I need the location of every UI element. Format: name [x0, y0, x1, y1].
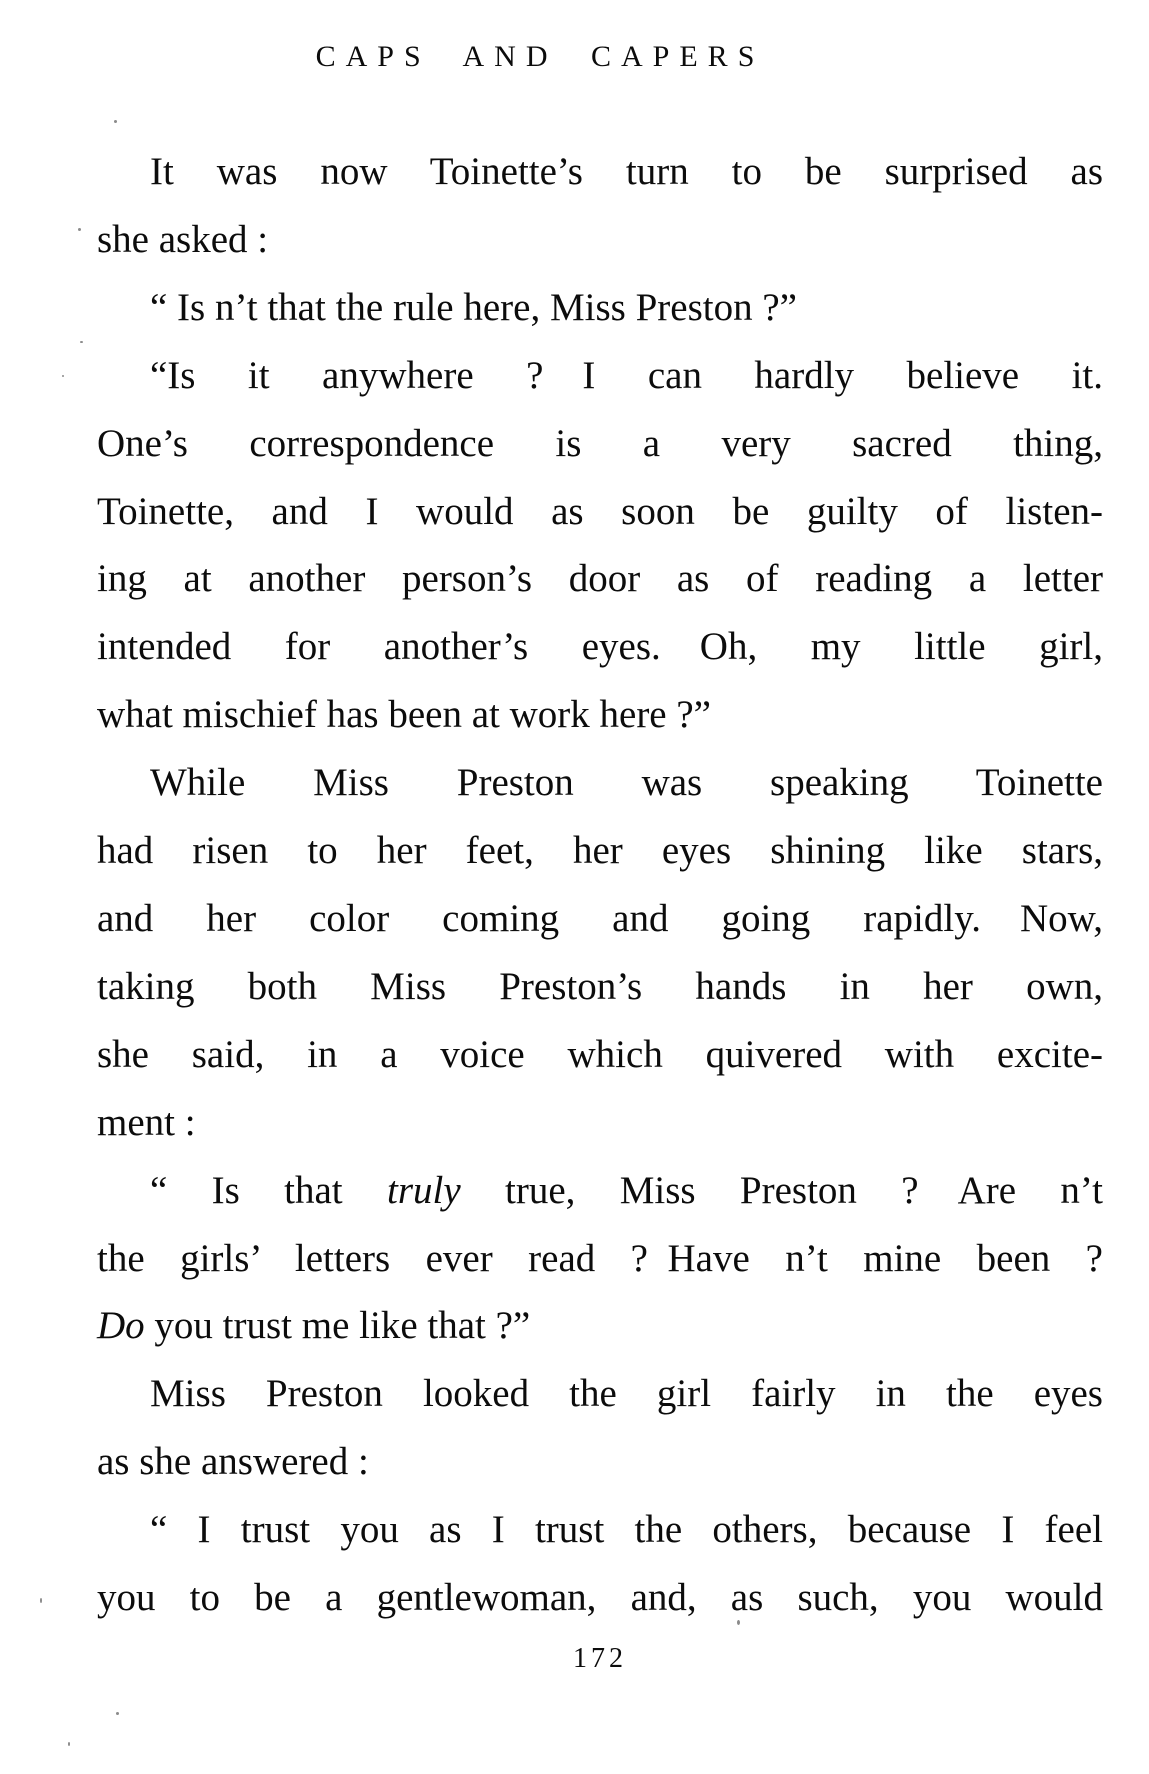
text-line: One’s correspondence is a very sacred thing, [97, 421, 1103, 465]
paragraph [97, 1496, 1103, 1632]
text-line: ing at another person’s door as of reading a letter [97, 557, 1103, 601]
paragraph [97, 749, 1103, 1156]
text-line: what mischief has been at work here ?” [97, 693, 711, 737]
italic-word: truly [386, 1168, 461, 1212]
scan-speck [114, 120, 117, 123]
running-head: CAPS AND CAPERS [315, 40, 765, 73]
scan-speck [80, 341, 83, 343]
text-line: While Miss Preston was speaking Toinette [150, 761, 1103, 805]
scan-speck [116, 1712, 119, 1715]
text-line [97, 1157, 1103, 1225]
paragraph [97, 138, 1103, 274]
paragraph [97, 274, 1103, 342]
text-line: “ Is n’t that the rule here, Miss Preston ?” [150, 285, 797, 329]
text-line: you to be a gentlewoman, and, as such, you would [97, 1576, 1103, 1620]
scan-speck [62, 375, 64, 377]
paragraph [97, 1157, 1103, 1361]
text-line: had risen to her feet, her eyes shining like stars, [97, 829, 1103, 873]
text-line: she asked : [97, 217, 269, 261]
paragraph [97, 342, 1103, 749]
text-line: ment : [97, 1100, 196, 1144]
text-line: Miss Preston looked the girl fairly in the eyes [150, 1372, 1103, 1416]
text-line: taking both Miss Preston’s hands in her own, [97, 964, 1103, 1008]
page-body [97, 138, 1103, 1632]
line-segment: true, Miss Preston ? Are n’t [460, 1168, 1103, 1212]
text-line: as she answered : [97, 1440, 369, 1484]
text-line: intended for another’s eyes. Oh, my little girl, [97, 625, 1103, 669]
italic-word: Do [97, 1304, 145, 1348]
text-line: she said, in a voice which quivered with excite- [97, 1032, 1103, 1076]
line-segment: you trust me like that ?” [144, 1304, 531, 1348]
text-line: the girls’ letters ever read ? Have n’t mine been ? [97, 1236, 1103, 1280]
paragraph [97, 1360, 1103, 1496]
scan-speck [68, 1742, 70, 1746]
page-number: 172 [573, 1643, 627, 1674]
text-line: Toinette, and I would as soon be guilty of listen- [97, 489, 1103, 533]
scan-speck [78, 228, 81, 231]
text-line: It was now Toinette’s turn to be surprised as [150, 150, 1103, 193]
text-line [97, 1292, 1103, 1360]
text-line: “ I trust you as I trust the others, because I feel [150, 1508, 1103, 1552]
scan-speck [737, 1620, 740, 1625]
text-line: “Is it anywhere ? I can hardly believe it. [150, 353, 1103, 397]
text-line: and her color coming and going rapidly. Now, [97, 896, 1103, 940]
scan-speck [40, 1598, 42, 1603]
line-segment: “ Is that [150, 1168, 387, 1212]
